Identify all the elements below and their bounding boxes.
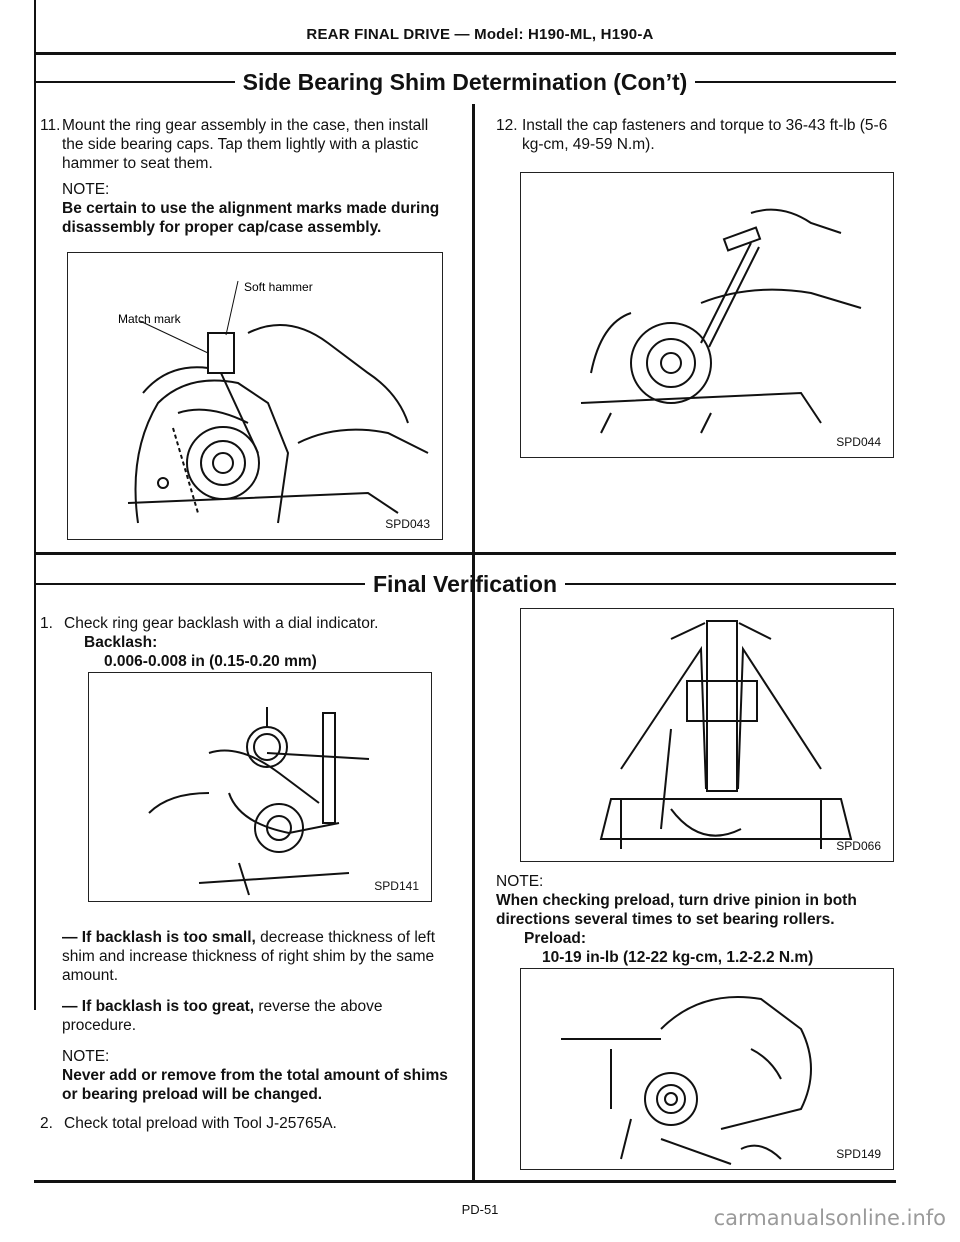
if-backlash-small: — If backlash is too small, decrease thickness of left shim and increase thickness of right shim by the same amount. — [62, 929, 436, 984]
note-text: Be certain to use the alignment marks made during disassembly for proper cap/case assembly. — [62, 200, 440, 236]
step-number: 11. — [40, 117, 61, 134]
figure-code: SPD043 — [385, 517, 430, 531]
step-1 — [40, 614, 450, 671]
column-divider-lower — [472, 988, 475, 1182]
title-rule-left — [34, 583, 365, 585]
step-number: 1. — [40, 615, 53, 632]
footer-rule — [34, 1180, 896, 1183]
preload-note — [496, 872, 896, 967]
title-rule-right — [565, 583, 896, 585]
note-text: Never add or remove from the total amount of shims or bearing preload will be changed. — [62, 1067, 448, 1103]
backlash-value: 0.006-0.008 in (0.15-0.20 mm) — [104, 653, 317, 670]
step-text: Check total preload with Tool J-25765A. — [64, 1115, 337, 1132]
step-11 — [40, 116, 450, 237]
note-label: NOTE: — [62, 181, 110, 198]
preload-label: Preload: — [524, 930, 587, 947]
section-title-final-verification: Final Verification — [372, 570, 558, 597]
figure-code: SPD066 — [836, 839, 881, 853]
step-2 — [40, 1114, 450, 1133]
figure-spd066 — [520, 608, 894, 862]
left-margin-rule — [34, 0, 36, 1010]
backlash-label: Backlash: — [84, 634, 158, 651]
figure-spd044 — [520, 172, 894, 458]
figure-code: SPD141 — [374, 879, 419, 893]
column-divider — [472, 104, 475, 988]
illustration-pinion-cross-section — [521, 609, 893, 861]
page-header: REAR FINAL DRIVE — Model: H190-ML, H190-A — [306, 26, 654, 43]
site-watermark: carmanualsonline.info — [713, 1206, 946, 1230]
label-soft-hammer: Soft hammer — [244, 280, 313, 294]
backlash-instructions — [62, 928, 452, 1104]
title-rule-left — [34, 81, 235, 83]
page-number: PD-51 — [461, 1202, 499, 1217]
if-backlash-great: — If backlash is too great, reverse the above procedure. — [62, 998, 383, 1034]
figure-spd043 — [67, 252, 443, 540]
title-rule-right — [695, 81, 896, 83]
section-title-row — [34, 566, 896, 602]
section-title-row — [34, 64, 896, 100]
figure-spd141 — [88, 672, 432, 902]
note-text: When checking preload, turn drive pinion in both directions several times to set bearing rollers. — [496, 892, 857, 928]
section-title-side-bearing: Side Bearing Shim Determination (Con’t) — [242, 68, 688, 95]
preload-value: 10-19 in-lb (12-22 kg-cm, 1.2-2.2 N.m) — [542, 949, 814, 966]
section-rule — [34, 552, 896, 555]
step-number: 2. — [40, 1115, 53, 1132]
figure-code: SPD044 — [836, 435, 881, 449]
illustration-torque-wrench — [521, 173, 893, 457]
illustration-preload-tool — [521, 969, 893, 1169]
step-text: Mount the ring gear assembly in the case, then install the side bearing caps. Tap them lightly with a plastic hammer to seat them. — [62, 117, 429, 172]
step-text: Install the cap fasteners and torque to 36-43 ft-lb (5-6 kg-cm, 49-59 N.m). — [522, 117, 888, 153]
header-rule — [34, 52, 896, 55]
note-label: NOTE: — [62, 1048, 110, 1065]
figure-code: SPD149 — [836, 1147, 881, 1161]
step-12 — [496, 116, 896, 154]
step-number: 12. — [496, 117, 518, 134]
step-text: Check ring gear backlash with a dial indicator. — [64, 615, 379, 632]
label-match-mark: Match mark — [118, 312, 181, 326]
note-label: NOTE: — [496, 873, 544, 890]
illustration-dial-indicator — [89, 673, 431, 901]
illustration-ring-gear-hammer — [68, 253, 442, 539]
figure-spd149 — [520, 968, 894, 1170]
